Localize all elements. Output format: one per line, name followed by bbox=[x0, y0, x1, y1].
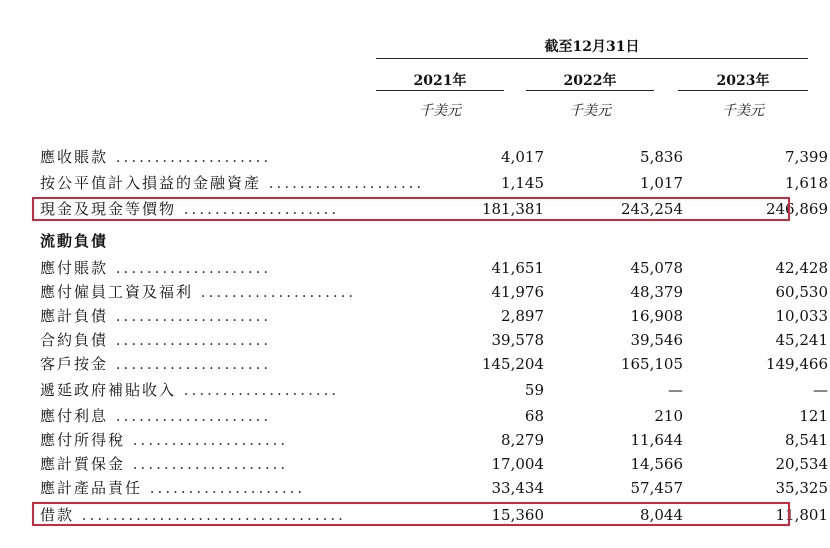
value-2023: 45,241 bbox=[775, 331, 828, 349]
leader-dots: .................... bbox=[108, 355, 272, 373]
row-label: 客戶按金 bbox=[40, 355, 109, 373]
table-row bbox=[40, 171, 828, 195]
table-row bbox=[40, 145, 828, 169]
leader-dots: .................... bbox=[176, 200, 340, 218]
section-title-current-liabilities: 流動負債 bbox=[40, 232, 109, 250]
row-label: 應計負債 bbox=[40, 307, 109, 325]
value-2022: 1,017 bbox=[640, 174, 683, 192]
year-header-2021: 2021年 bbox=[413, 73, 467, 89]
row-label: 應計質保金 bbox=[40, 455, 126, 473]
value-2023: 8,541 bbox=[785, 431, 828, 449]
highlight-box-borrowings bbox=[32, 502, 790, 526]
table-row bbox=[40, 378, 828, 402]
value-2021: 17,004 bbox=[491, 455, 544, 473]
row-label: 應收賬款 bbox=[40, 148, 109, 166]
value-2022: 57,457 bbox=[630, 479, 683, 497]
table-row bbox=[40, 304, 828, 328]
table-row bbox=[40, 256, 828, 280]
table-row bbox=[40, 280, 828, 304]
value-2023: 11,801 bbox=[775, 506, 828, 524]
row-label: 合約負債 bbox=[40, 331, 109, 349]
value-2023: 7,399 bbox=[785, 148, 828, 166]
value-2021: 1,145 bbox=[501, 174, 544, 192]
value-2021: 145,204 bbox=[481, 355, 544, 373]
value-2021: 8,279 bbox=[501, 431, 544, 449]
value-2021: 15,360 bbox=[491, 506, 544, 524]
value-2022: 45,078 bbox=[630, 259, 683, 277]
row-label: 應付利息 bbox=[40, 407, 109, 425]
highlight-box-cash bbox=[32, 197, 790, 221]
row-label: 按公平值計入損益的金融資產 bbox=[40, 174, 262, 192]
leader-dots: .................... bbox=[125, 455, 289, 473]
table-row bbox=[40, 428, 828, 452]
value-2023: 246,869 bbox=[765, 200, 828, 218]
value-2021: 41,976 bbox=[491, 283, 544, 301]
table-row bbox=[40, 476, 828, 500]
year-header-2022: 2022年 bbox=[563, 73, 617, 89]
unit-label-2022: 千美元 bbox=[569, 103, 611, 119]
row-label: 借款 bbox=[40, 506, 75, 524]
unit-label-2021: 千美元 bbox=[419, 103, 461, 119]
leader-dots: .................... bbox=[108, 259, 272, 277]
value-2021: 39,578 bbox=[491, 331, 544, 349]
period-title: 截至12月31日 bbox=[544, 39, 640, 55]
value-2023: 1,618 bbox=[785, 174, 828, 192]
value-2023: 60,530 bbox=[775, 283, 828, 301]
value-2023: 20,534 bbox=[775, 455, 828, 473]
leader-dots: .................... bbox=[108, 307, 272, 325]
row-label: 應計產品責任 bbox=[40, 479, 143, 497]
row-label: 應付賬款 bbox=[40, 259, 109, 277]
leader-dots: .................... bbox=[108, 148, 272, 166]
value-2022: 8,044 bbox=[640, 506, 683, 524]
unit-label-2023: 千美元 bbox=[722, 103, 764, 119]
value-2023: — bbox=[813, 381, 828, 399]
value-2022: 14,566 bbox=[630, 455, 683, 473]
header-rule bbox=[376, 58, 808, 59]
leader-dots: .................... bbox=[261, 174, 425, 192]
leader-dots: .................... bbox=[176, 381, 340, 399]
table-row bbox=[40, 452, 828, 476]
value-2023: 121 bbox=[799, 407, 828, 425]
value-2023: 149,466 bbox=[765, 355, 828, 373]
value-2021: 4,017 bbox=[501, 148, 544, 166]
leader-dots: .................... bbox=[142, 479, 306, 497]
value-2023: 42,428 bbox=[775, 259, 828, 277]
leader-dots: .................... bbox=[193, 283, 357, 301]
value-2021: 2,897 bbox=[501, 307, 544, 325]
row-label: 應付僱員工資及福利 bbox=[40, 283, 194, 301]
value-2021: 59 bbox=[524, 381, 544, 399]
value-2022: — bbox=[668, 381, 683, 399]
value-2021: 181,381 bbox=[481, 200, 544, 218]
row-label: 應付所得稅 bbox=[40, 431, 126, 449]
leader-dots: .................... bbox=[108, 407, 272, 425]
table-row bbox=[40, 328, 828, 352]
leader-dots: .................................. bbox=[74, 506, 346, 524]
value-2022: 11,644 bbox=[630, 431, 683, 449]
leader-dots: .................... bbox=[108, 331, 272, 349]
year-header-2023: 2023年 bbox=[716, 73, 770, 89]
year-rule-2022 bbox=[526, 90, 654, 91]
value-2022: 39,546 bbox=[630, 331, 683, 349]
value-2021: 41,651 bbox=[491, 259, 544, 277]
value-2022: 48,379 bbox=[630, 283, 683, 301]
value-2022: 16,908 bbox=[630, 307, 683, 325]
value-2022: 210 bbox=[654, 407, 683, 425]
value-2021: 68 bbox=[524, 407, 544, 425]
table-row bbox=[40, 352, 828, 376]
value-2023: 35,325 bbox=[775, 479, 828, 497]
row-label: 現金及現金等價物 bbox=[40, 200, 177, 218]
row-label: 遞延政府補貼收入 bbox=[40, 381, 177, 399]
table-row bbox=[40, 404, 828, 428]
value-2022: 243,254 bbox=[620, 200, 683, 218]
leader-dots: .................... bbox=[125, 431, 289, 449]
value-2021: 33,434 bbox=[491, 479, 544, 497]
value-2023: 10,033 bbox=[775, 307, 828, 325]
value-2022: 5,836 bbox=[640, 148, 683, 166]
year-rule-2021 bbox=[376, 90, 504, 91]
value-2022: 165,105 bbox=[620, 355, 683, 373]
year-rule-2023 bbox=[678, 90, 808, 91]
